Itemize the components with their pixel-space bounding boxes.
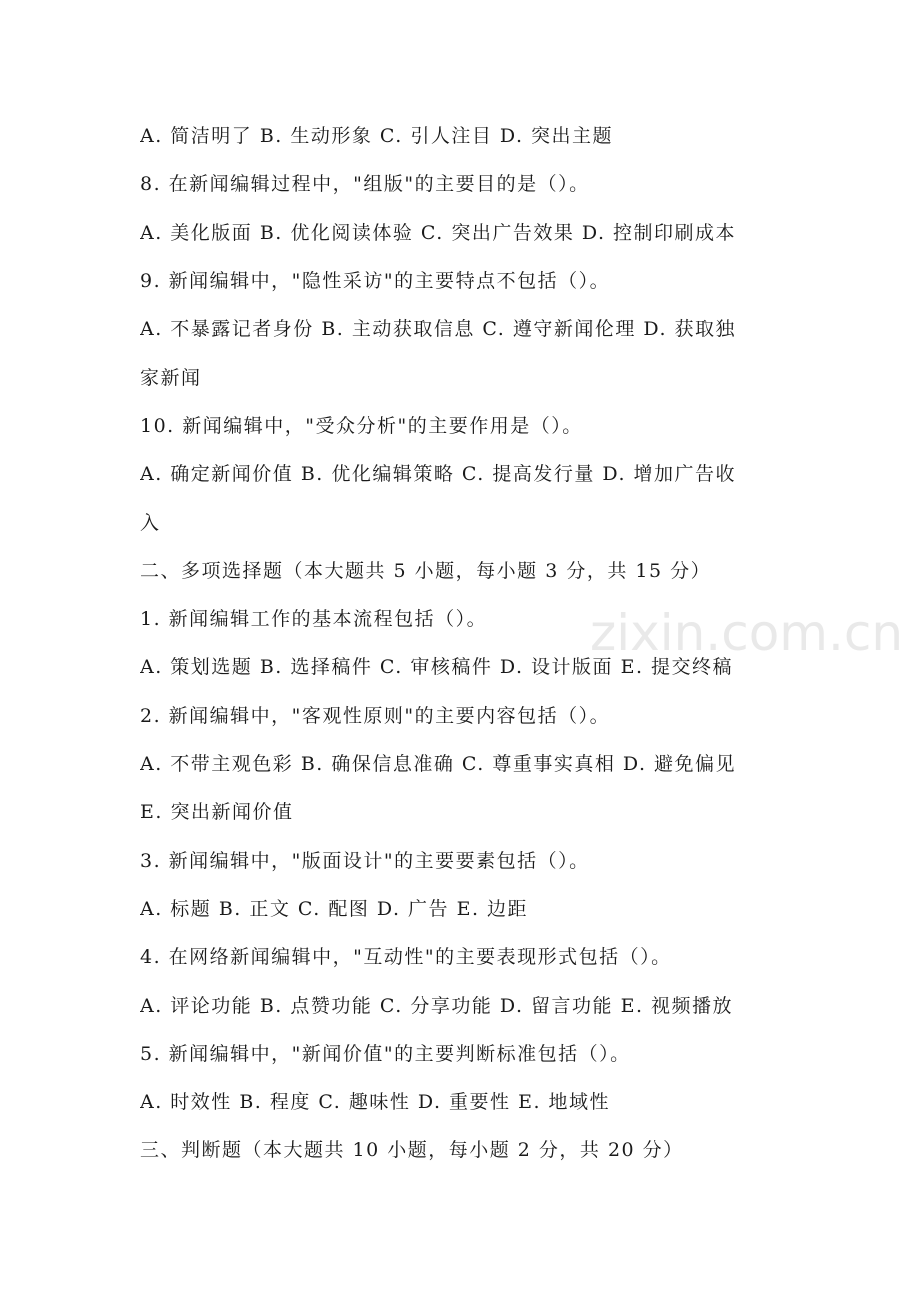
question-line: 3. 新闻编辑中，"版面设计"的主要要素包括（）。: [140, 850, 590, 872]
options-line: A. 时效性 B. 程度 C. 趣味性 D. 重要性 E. 地域性: [140, 1091, 611, 1113]
section-heading: 二、多项选择题（本大题共 5 小题，每小题 3 分，共 15 分）: [140, 560, 712, 582]
question-line: 2. 新闻编辑中，"客观性原则"的主要内容包括（）。: [140, 705, 611, 727]
question-line: 10. 新闻编辑中，"受众分析"的主要作用是（）。: [140, 415, 583, 437]
section-heading: 三、判断题（本大题共 10 小题，每小题 2 分，共 20 分）: [140, 1139, 684, 1161]
options-line: A. 确定新闻价值 B. 优化编辑策略 C. 提高发行量 D. 增加广告收: [140, 463, 737, 485]
options-line: A. 不暴露记者身份 B. 主动获取信息 C. 遵守新闻伦理 D. 获取独: [140, 318, 737, 340]
question-line: 4. 在网络新闻编辑中，"互动性"的主要表现形式包括（）。: [140, 946, 672, 968]
options-continuation-line: 家新闻: [140, 367, 202, 389]
options-line: A. 标题 B. 正文 C. 配图 D. 广告 E. 边距: [140, 898, 529, 920]
options-line: A. 评论功能 B. 点赞功能 C. 分享功能 D. 留言功能 E. 视频播放: [140, 995, 734, 1017]
question-line: 9. 新闻编辑中，"隐性采访"的主要特点不包括（）。: [140, 270, 611, 292]
question-line: 5. 新闻编辑中，"新闻价值"的主要判断标准包括（）。: [140, 1043, 631, 1065]
options-continuation-line: E. 突出新闻价值: [140, 801, 294, 823]
site-watermark: zixin.com.cn: [590, 604, 904, 662]
options-line: A. 美化版面 B. 优化阅读体验 C. 突出广告效果 D. 控制印刷成本: [140, 222, 737, 244]
options-line: A. 策划选题 B. 选择稿件 C. 审核稿件 D. 设计版面 E. 提交终稿: [140, 656, 734, 678]
question-line: 1. 新闻编辑工作的基本流程包括（）。: [140, 608, 488, 630]
options-line: A. 简洁明了 B. 生动形象 C. 引人注目 D. 突出主题: [140, 125, 614, 147]
question-line: 8. 在新闻编辑过程中，"组版"的主要目的是（）。: [140, 173, 590, 195]
options-continuation-line: 入: [140, 512, 161, 534]
options-line: A. 不带主观色彩 B. 确保信息准确 C. 尊重事实真相 D. 避免偏见: [140, 753, 737, 775]
